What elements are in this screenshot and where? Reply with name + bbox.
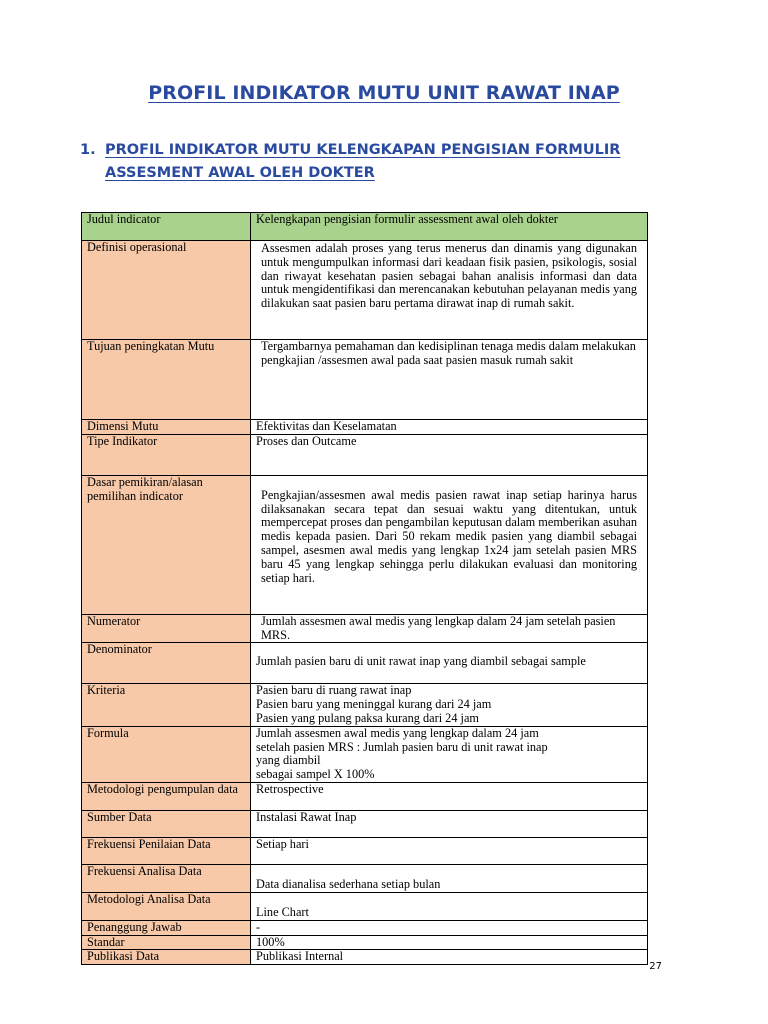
- table-row: [82, 434, 648, 475]
- row-value: Publikasi Internal: [251, 950, 648, 965]
- row-label: Judul indicator: [82, 213, 251, 241]
- table-row: [82, 864, 648, 892]
- row-label: Definisi operasional: [82, 241, 251, 340]
- row-value: Jumlah pasien baru di unit rawat inap yang diambil sebagai sample: [251, 643, 648, 684]
- row-value: Tergambarnya pemahaman dan kedisiplinan tenaga medis dalam melakukan pengkajian /assesmen awal pada saat pasien masuk rumah sakit: [251, 340, 648, 420]
- row-label: Sumber Data: [82, 810, 251, 837]
- row-label: Frekuensi Penilaian Data: [82, 837, 251, 864]
- row-value: Data dianalisa sederhana setiap bulan: [251, 864, 648, 892]
- page-number: 27: [649, 961, 662, 972]
- table-row: [82, 614, 648, 643]
- row-label: Standar: [82, 935, 251, 950]
- table-row: [82, 340, 648, 420]
- row-label: Tujuan peningkatan Mutu: [82, 340, 251, 420]
- table-row: [82, 475, 648, 614]
- table-row: [82, 684, 648, 726]
- row-label: Metodologi pengumpulan data: [82, 782, 251, 810]
- row-value: Pengkajian/assesmen awal medis pasien rawat inap setiap harinya harus dilaksanakan secara tepat dan sesuai waktu yang ditentukan, untuk mempercepat proses dan pengambilan keputusan dalam memberikan asuhan medis kepada pasien. Dari 50 rekam medik pasien yang diambil sebagai sampel, asesmen awal medis yang lengkap 1x24 jam setelah pasien MRS baru 45 yang lengkap sehingga perlu dilakukan evaluasi dan monitoring setiap hari.: [251, 475, 648, 614]
- row-value: Retrospective: [251, 782, 648, 810]
- section-number: 1.: [80, 142, 96, 158]
- table-row: [82, 810, 648, 837]
- row-value: Setiap hari: [251, 837, 648, 864]
- table-row: [82, 935, 648, 950]
- row-value: -: [251, 920, 648, 935]
- row-label: Denominator: [82, 643, 251, 684]
- row-label: Publikasi Data: [82, 950, 251, 965]
- row-value: Pasien baru di ruang rawat inap Pasien baru yang meninggal kurang dari 24 jam Pasien yang pulang paksa kurang dari 24 jam: [251, 684, 648, 726]
- row-value: Kelengkapan pengisian formulir assessment awal oleh dokter: [251, 213, 648, 241]
- section-title-line1: PROFIL INDIKATOR MUTU KELENGKAPAN PENGISIAN FORMULIR: [105, 142, 621, 158]
- row-value: Assesmen adalah proses yang terus menerus dan dinamis yang digunakan untuk mengumpulkan informasi dari keadaan fisik pasien, psikologis, sosial dan riwayat kesehatan pasien sebagai bahan analisis informasi dan data untuk mengidentifikasi dan merencanakan kebutuhan pelayanan medis yang dilakukan saat pasien baru pertama dirawat inap di rumah sakit.: [251, 241, 648, 340]
- table-row: [82, 420, 648, 435]
- table-row: [82, 920, 648, 935]
- row-label: Penanggung Jawab: [82, 920, 251, 935]
- row-label: Numerator: [82, 614, 251, 643]
- row-value: Instalasi Rawat Inap: [251, 810, 648, 837]
- table-row: [82, 241, 648, 340]
- table-row: [82, 643, 648, 684]
- section-title-line2: ASSESMENT AWAL OLEH DOKTER: [105, 165, 375, 181]
- row-label: Dimensi Mutu: [82, 420, 251, 435]
- row-value: Jumlah assesmen awal medis yang lengkap dalam 24 jam setelah pasien MRS : Jumlah pasien baru di unit rawat inap yang diambil sebagai sampel X 100%: [251, 726, 648, 782]
- table-row: [82, 837, 648, 864]
- table-row: [82, 892, 648, 920]
- row-value: Jumlah assesmen awal medis yang lengkap dalam 24 jam setelah pasien MRS.: [251, 614, 648, 643]
- table-row: [82, 213, 648, 241]
- row-value: Line Chart: [251, 892, 648, 920]
- row-value: Proses dan Outcame: [251, 434, 648, 475]
- row-label: Kriteria: [82, 684, 251, 726]
- table-row: [82, 950, 648, 965]
- row-label: Tipe Indikator: [82, 434, 251, 475]
- row-value: 100%: [251, 935, 648, 950]
- table-row: [82, 782, 648, 810]
- indicator-profile-table: [81, 212, 648, 965]
- section-heading: [80, 139, 680, 185]
- document-title: PROFIL INDIKATOR MUTU UNIT RAWAT INAP: [148, 82, 620, 104]
- row-label: Dasar pemikiran/alasan pemilihan indicator: [82, 475, 251, 614]
- table-row: [82, 726, 648, 782]
- row-value: Efektivitas dan Keselamatan: [251, 420, 648, 435]
- row-label: Metodologi Analisa Data: [82, 892, 251, 920]
- row-label: Formula: [82, 726, 251, 782]
- row-label: Frekuensi Analisa Data: [82, 864, 251, 892]
